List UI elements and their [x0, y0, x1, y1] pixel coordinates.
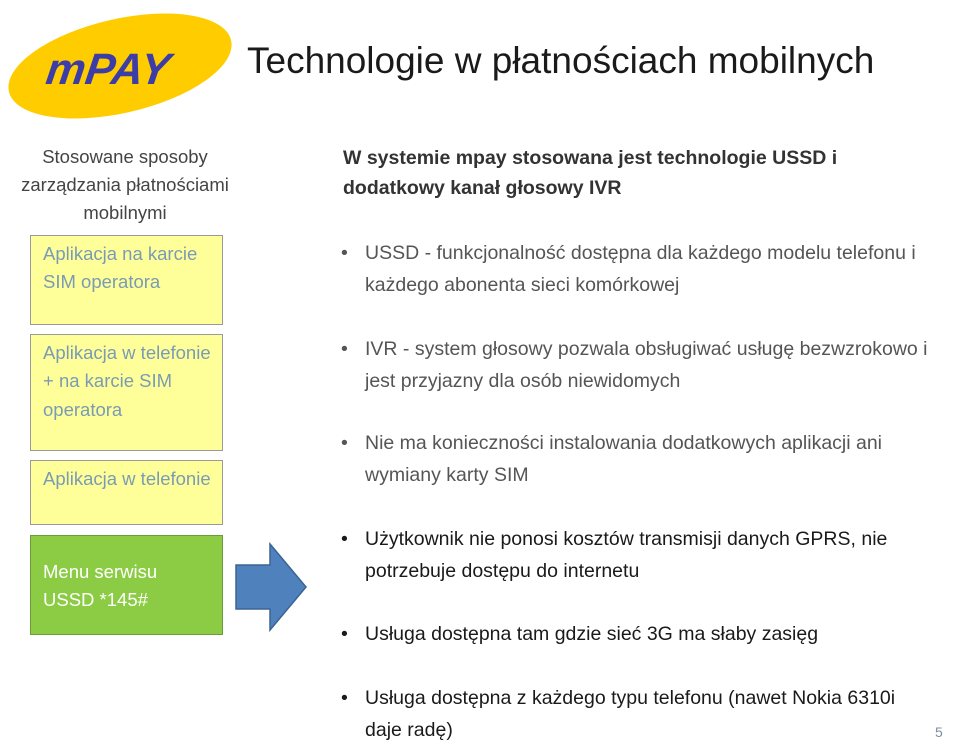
- bullet-dot: •: [341, 338, 348, 360]
- method-box-phone-and-sim-app: [30, 334, 223, 451]
- bullet-text: IVR - system głosowy pozwala obsługiwać usługę bezwzrokowo i jest przyjazny dla osób niewidomych: [365, 338, 928, 392]
- method-box-label: Aplikacja w telefonie: [43, 468, 211, 489]
- right-arrow-icon: [230, 540, 310, 635]
- bullet-text: Usługa dostępna z każdego typu telefonu (nawet Nokia 6310i daje radę): [365, 687, 896, 741]
- bullet-item: [341, 682, 931, 746]
- bullet-text: Usługa dostępna tam gdzie sieć 3G ma słaby zasięg: [365, 623, 819, 645]
- page-number: 5: [935, 724, 943, 740]
- bullet-text: Nie ma konieczności instalowania dodatkowych aplikacji ani wymiany karty SIM: [365, 432, 883, 486]
- bullet-dot: •: [341, 528, 348, 550]
- bullet-dot: •: [341, 242, 348, 264]
- bullet-item: [341, 333, 931, 397]
- bullet-text: Użytkownik nie ponosi kosztów transmisji danych GPRS, nie potrzebuje dostępu do internetu: [365, 528, 888, 582]
- slide-title: Technologie w płatnościach mobilnych: [247, 40, 875, 81]
- bullet-item: [341, 618, 931, 650]
- sidebar-heading: Stosowane sposoby zarządzania płatnościami mobilnymi: [21, 146, 229, 223]
- arrow-shape: [236, 544, 306, 630]
- method-box-label: Aplikacja w telefonie + na karcie SIM operatora: [43, 342, 211, 420]
- content-heading: W systemie mpay stosowana jest technologie USSD i dodatkowy kanał głosowy IVR: [343, 147, 838, 199]
- mpay-logo: [0, 0, 240, 125]
- method-box-phone-app: [30, 460, 223, 525]
- bullet-item: [341, 427, 931, 491]
- method-box-label: Menu serwisu USSD *145#: [43, 561, 158, 611]
- bullet-dot: •: [341, 687, 348, 709]
- bullet-item: [341, 523, 931, 587]
- logo-text: mPAY: [43, 45, 174, 94]
- bullet-text: USSD - funkcjonalność dostępna dla każdego modelu telefonu i każdego abonenta sieci komórkowej: [365, 242, 916, 296]
- method-box-sim-app: [30, 235, 223, 325]
- method-box-ussd-menu: [30, 535, 223, 635]
- bullet-dot: •: [341, 623, 348, 645]
- method-box-label: Aplikacja na karcie SIM operatora: [43, 243, 198, 293]
- bullet-item: [341, 237, 931, 301]
- bullet-dot: •: [341, 432, 348, 454]
